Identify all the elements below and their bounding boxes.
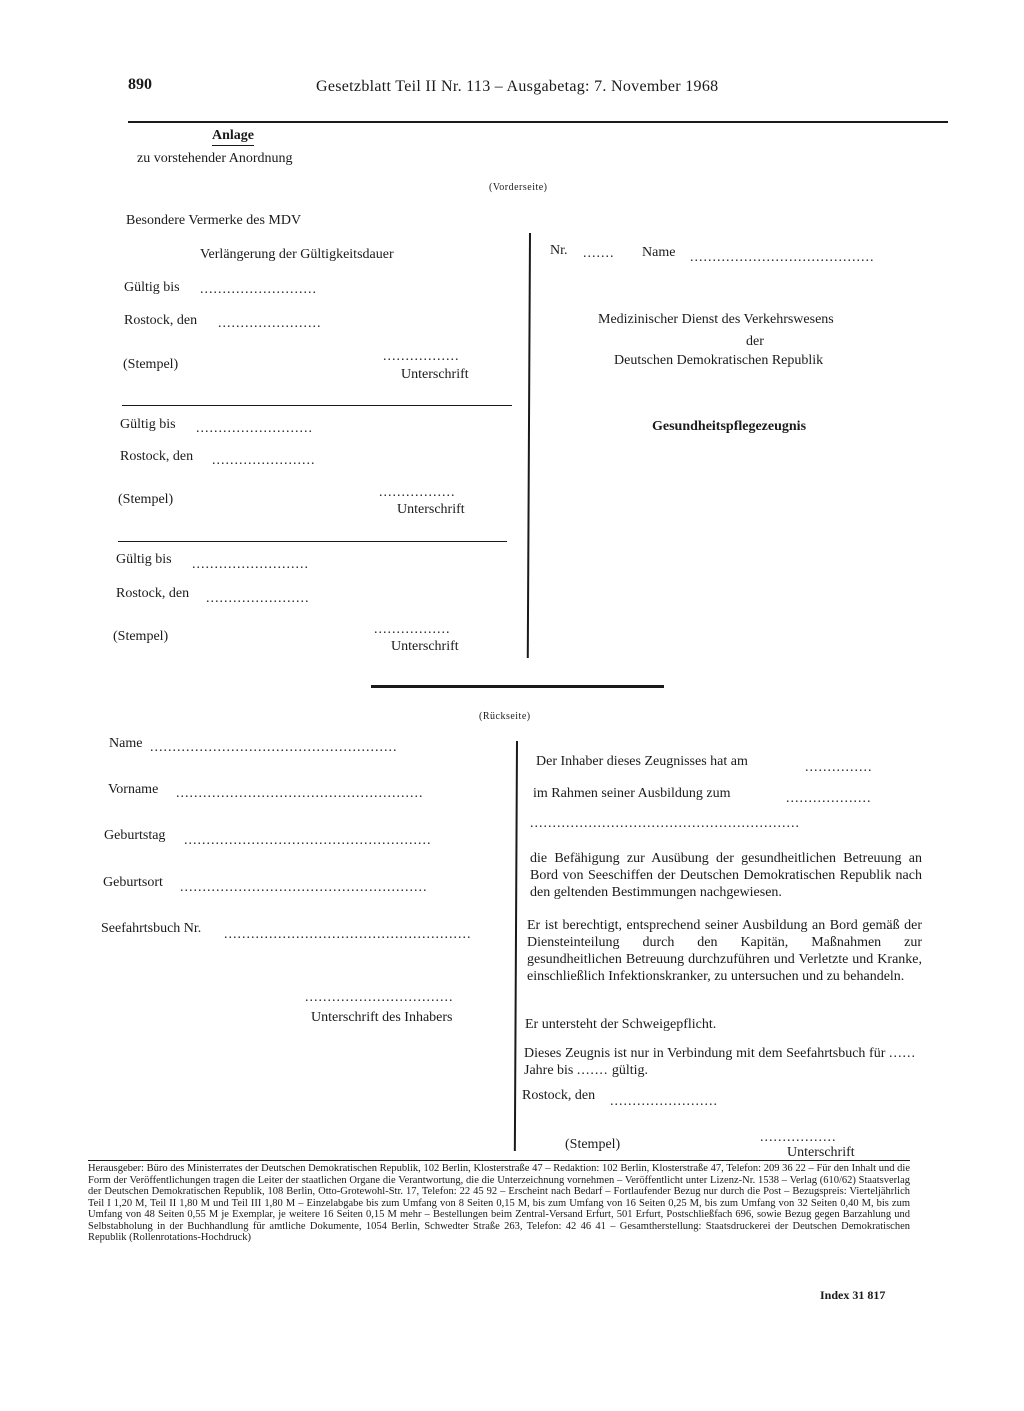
- validity-until-field[interactable]: .......: [576, 1063, 609, 1078]
- seaman-book-field[interactable]: .......................................................: [224, 927, 472, 942]
- name-label-back: Name: [109, 736, 143, 751]
- imprint-text: Herausgeber: Büro des Ministerrates der Deutschen Demokratischen Republik, 102 Berlin, Klosterstraße 47 – Redaktion: 102 Berlin, Klosterstraße 47, Telefon: 209 36 22 – Für den Inhalt und die Form der Veröffentlichungen tragen die Leiter der staatlichen Organe die Verantwortung, die die Unterzeichnung vornehmen – Veröffentlicht unter Lizenz-Nr. 1538 – Verlag (610/62) Staatsverlag der Deutschen Demokratischen Republik, 108 Berlin, Otto-Grotewohl-Str. 17, Telefon: 22 45 92 – Erscheint nach Bedarf – Fortlaufender Bezug nur durch die Post – Bezugspreis: Vierteljährlich Teil I 1,20 M, Teil II 1,80 M und Teil III 1,80 M – Einzelabgabe bis zum Umfang von 8 Seiten 0,15 M, bis zum Umfang von 16 Seiten 0,25 M, bis zum Umfang von 32 Seiten 0,40 M, bis zum Umfang von 48 Seiten 0,55 M je Exemplar, je weitere 16 Seiten 0,15 M mehr – Bestellungen beim Zentral-Versand Erfurt, 501 Erfurt, Postschließfach 696, sowie Bezug gegen Barzahlung und Selbstabholung in der Buchhandlung für amtliche Dokumente, 1054 Berlin, Schwedter Straße 263, Telefon: 42 46 41 – Gesamtherstellung: Staatsdruckerei der Deutschen Demokratischen Republik (Rollenrotations-Hochdruck): [88, 1163, 910, 1243]
- signature-field-2[interactable]: .................: [379, 485, 456, 500]
- back-signature-field[interactable]: .................: [760, 1130, 837, 1145]
- back-stamp-label: (Stempel): [565, 1137, 621, 1152]
- name-field-back[interactable]: .......................................................: [150, 740, 398, 755]
- birthday-label: Geburtstag: [104, 828, 166, 843]
- seaman-book-label: Seefahrtsbuch Nr.: [101, 921, 202, 936]
- validity-paragraph: [524, 1045, 916, 1079]
- index-number: Index 31 817: [820, 1288, 886, 1302]
- block-divider-2: [118, 541, 507, 542]
- place-date-label-3: Rostock, den: [116, 586, 190, 601]
- back-side-label: (Rückseite): [479, 711, 531, 722]
- block-divider-1: [122, 405, 512, 406]
- stamp-label-2: (Stempel): [118, 492, 174, 507]
- name-field-front[interactable]: .........................................: [690, 250, 875, 265]
- first-name-field[interactable]: .......................................................: [176, 786, 424, 801]
- back-place-date-field[interactable]: ........................: [610, 1094, 718, 1109]
- signature-field-3[interactable]: .................: [374, 622, 451, 637]
- place-date-field-2[interactable]: .......................: [212, 453, 316, 468]
- extension-title: Verlängerung der Gültigkeitsdauer: [200, 247, 394, 262]
- name-label-front: Name: [642, 245, 676, 260]
- training-field-continued[interactable]: ............................................................: [530, 816, 800, 831]
- header-rule: [128, 121, 948, 123]
- certificate-title: Gesundheitspflegezeugnis: [652, 419, 807, 434]
- remarks-title: Besondere Vermerke des MDV: [126, 213, 302, 228]
- back-place-date-label: Rostock, den: [522, 1088, 596, 1103]
- running-title: Gesetzblatt Teil II Nr. 113 – Ausgabetag: 7. November 1968: [316, 78, 719, 95]
- anlage-subtitle: zu vorstehender Anordnung: [137, 151, 293, 166]
- stamp-label-1: (Stempel): [123, 357, 179, 372]
- front-side-label: (Vorderseite): [489, 182, 548, 193]
- nr-field[interactable]: .......: [583, 246, 615, 261]
- birthplace-label: Geburtsort: [103, 875, 163, 890]
- validity-text-b: Jahre bis: [524, 1063, 574, 1078]
- valid-until-label-1: Gültig bis: [124, 280, 180, 295]
- first-name-label: Vorname: [108, 782, 159, 797]
- place-date-label-2: Rostock, den: [120, 449, 194, 464]
- signature-label-1: Unterschrift: [401, 367, 469, 382]
- back-signature-label: Unterschrift: [787, 1145, 855, 1160]
- validity-text-a: Dieses Zeugnis ist nur in Verbindung mit dem Seefahrtsbuch für: [524, 1046, 886, 1061]
- page-number: 890: [128, 76, 152, 93]
- anlage-title: Anlage: [212, 128, 254, 146]
- validity-years-field[interactable]: ......: [889, 1046, 917, 1061]
- signature-label-2: Unterschrift: [397, 502, 465, 517]
- birthplace-field[interactable]: .......................................................: [180, 880, 428, 895]
- front-back-separator: [371, 685, 664, 688]
- holder-line-1: Der Inhaber dieses Zeugnisses hat am: [536, 754, 748, 769]
- place-date-field-1[interactable]: .......................: [218, 316, 322, 331]
- valid-until-field-2[interactable]: ..........................: [196, 421, 313, 436]
- confidentiality-line: Er untersteht der Schweigepflicht.: [525, 1017, 717, 1032]
- institution-line-2: der: [746, 334, 764, 349]
- place-date-field-3[interactable]: .......................: [206, 591, 310, 606]
- front-column-divider: [527, 233, 531, 658]
- holder-date-field[interactable]: ...............: [805, 760, 873, 775]
- signature-field-1[interactable]: .................: [383, 349, 460, 364]
- institution-line-1: Medizinischer Dienst des Verkehrswesens: [598, 312, 834, 327]
- validity-text-c: gültig.: [611, 1063, 649, 1078]
- nr-label: Nr.: [550, 243, 568, 258]
- signature-label-3: Unterschrift: [391, 639, 459, 654]
- training-field[interactable]: ...................: [786, 791, 872, 806]
- valid-until-label-3: Gültig bis: [116, 552, 172, 567]
- institution-line-3: Deutschen Demokratischen Republik: [614, 353, 824, 368]
- imprint-rule: [88, 1160, 910, 1161]
- holder-signature-label: Unterschrift des Inhabers: [311, 1010, 453, 1025]
- holder-line-2: im Rahmen seiner Ausbildung zum: [533, 786, 731, 801]
- holder-signature-field[interactable]: .................................: [305, 990, 454, 1005]
- valid-until-field-1[interactable]: ..........................: [200, 282, 317, 297]
- place-date-label-1: Rostock, den: [124, 313, 198, 328]
- valid-until-label-2: Gültig bis: [120, 417, 176, 432]
- birthday-field[interactable]: .......................................................: [184, 833, 432, 848]
- authorization-paragraph: Er ist berechtigt, entsprechend seiner Ausbildung an Bord gemäß der Diensteinteilung durch den Kapitän, Maßnahmen zur gesundheitlichen Betreuung durchzuführen und Verletzte und Kranke, einschließlich Infektionskranker, zu untersuchen und zu behandeln.: [527, 918, 922, 984]
- stamp-label-3: (Stempel): [113, 629, 169, 644]
- qualification-paragraph: die Befähigung zur Ausübung der gesundheitlichen Betreuung an Bord von Seeschiffen der Deutschen Demokratischen Republik nach den geltenden Bestimmungen nachgewiesen.: [530, 851, 922, 900]
- back-column-divider: [514, 741, 518, 1151]
- valid-until-field-3[interactable]: ..........................: [192, 557, 309, 572]
